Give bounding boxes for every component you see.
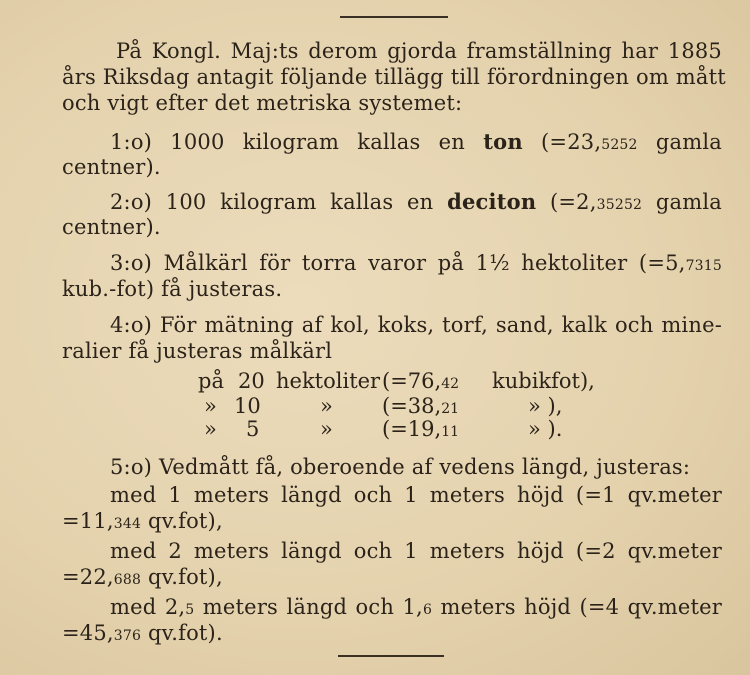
item2-text: 2:o) 100 kilogram kallas en [110, 190, 448, 214]
item2-term: deciton [447, 189, 537, 214]
item5-b-line-1: med 2 meters längd och 1 meters höjd (=2 qv.meter [110, 539, 722, 563]
item5-a-line-2: =11,344 qv.fot), [62, 509, 223, 533]
row-prefix: » [204, 417, 217, 441]
item2-line-2: centner). [62, 215, 161, 239]
row-unit: » [320, 394, 333, 418]
row-unit-end: » ), [528, 394, 563, 418]
item4-line-1: 4:o) För mätning af kol, koks, torf, sand, kalk och mine- [110, 313, 722, 337]
item5-line-1: 5:o) Vedmått få, oberoende af vedens längd, justeras: [110, 455, 691, 479]
item3-text: 3:o) Målkärl för torra varor på 1½ hektoliter (=5, [110, 251, 686, 275]
item4-line-2: ralier få justeras målkärl [62, 339, 333, 363]
item1-text: 1:o) 1000 kilogram kallas en [110, 130, 484, 154]
item5-c-line-1: med 2,5 meters längd och 1,6 meters höjd (=4 qv.meter [110, 595, 723, 619]
row-prefix: » [204, 394, 217, 418]
item2-decimals: 35252 [596, 197, 643, 213]
item5-b-line-2: =22,688 qv.fot), [62, 565, 223, 589]
row-unit-end: » ). [528, 417, 563, 441]
row-equivalent: (=19,11 [382, 417, 460, 441]
item1-line-2: centner). [62, 155, 161, 179]
row-unit: » [320, 417, 333, 441]
row-amount: 10 [234, 394, 261, 418]
intro-line-1: På Kongl. Maj:ts derom gjorda framställning har 1885 [116, 39, 722, 63]
item1-eq: (=23, [522, 130, 602, 154]
row-unit-end: kubikfot), [492, 369, 595, 393]
item2-unit: gamla [642, 190, 722, 214]
bottom-rule [338, 655, 444, 657]
item2-eq: (=2, [536, 190, 597, 214]
intro-line-2: års Riksdag antagit följande tillägg till förordningen om mått [62, 65, 726, 89]
row-amount: 20 [238, 369, 265, 393]
item5-c-line-2: =45,376 qv.fot). [62, 621, 223, 645]
item5-a-line-1: med 1 meters längd och 1 meters höjd (=1 qv.meter [110, 483, 722, 507]
row-equivalent: (=76,42 [382, 369, 460, 393]
item3-decimals: 7315 [685, 258, 722, 274]
top-rule [340, 16, 448, 18]
item1-unit: gamla [637, 130, 722, 154]
row-prefix: på [198, 369, 224, 393]
row-unit: hektoliter [276, 369, 381, 393]
intro-line-3: och vigt efter det metriska systemet: [62, 91, 463, 115]
item3-line-2: kub.-fot) få justeras. [62, 277, 283, 301]
row-amount: 5 [246, 417, 260, 441]
item1-decimals: 5252 [601, 137, 638, 153]
item1-term: ton [483, 129, 523, 154]
row-equivalent: (=38,21 [382, 394, 460, 418]
